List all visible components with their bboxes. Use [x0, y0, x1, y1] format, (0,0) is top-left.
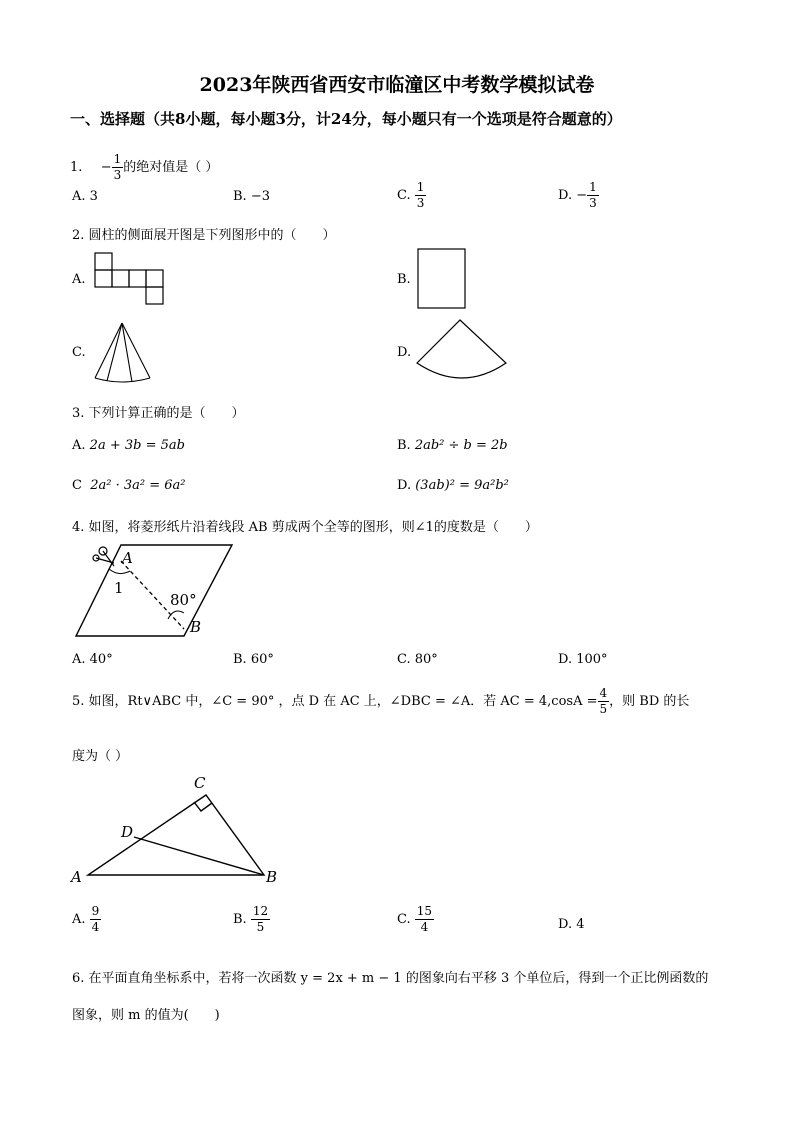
scissors-icon — [93, 547, 114, 566]
q2-figure-b-rectangle — [416, 247, 468, 311]
q4-option-c[interactable]: C. 80° — [397, 652, 438, 667]
label-c: C — [194, 774, 206, 792]
q3-option-b[interactable]: B. 2ab² ÷ b = 2b — [397, 438, 508, 453]
q2-option-d[interactable]: D. — [397, 345, 412, 360]
q1-neg-sign: − — [100, 160, 112, 175]
question-1 — [70, 152, 218, 183]
q1-option-d[interactable]: D. − $\frac{1}{3}$ — [558, 180, 597, 210]
q3-option-d[interactable]: D. (3ab)² = 9a²b² — [397, 478, 509, 493]
q4-option-a[interactable]: A. 40° — [72, 652, 113, 667]
q2-option-c[interactable]: C. — [72, 345, 86, 360]
q1-option-c[interactable]: C. $\frac{1}{3}$ — [397, 180, 425, 210]
label-80-degree: 80° — [170, 591, 197, 609]
label-angle-1: 1 — [114, 579, 124, 597]
q5-option-b[interactable]: B. $\frac{12}{5}$ — [233, 904, 269, 934]
q2-option-a[interactable]: A. — [72, 272, 86, 287]
q4-option-d[interactable]: D. 100° — [558, 652, 608, 667]
q5-option-d[interactable]: D. 4 — [558, 917, 585, 932]
label-a: A — [122, 549, 133, 567]
page-title: 2023年陕西省西安市临潼区中考数学模拟试卷 — [199, 74, 595, 96]
q3-option-a[interactable]: A. 2a + 3b = 5ab — [72, 438, 185, 453]
q2-option-b[interactable]: B. — [397, 272, 411, 287]
question-3-text: 3. 下列计算正确的是（ ） — [72, 406, 245, 421]
question-5-text-continued: 度为（ ） — [72, 749, 129, 764]
q1-fraction: $\frac{1}{3}$ — [113, 152, 122, 182]
question-5-text: 5. 如图，Rt∨ABC 中，∠C = 90° ，点 D 在 AC 上，∠DBC = ∠A．若 AC = 4,cosA = $\frac{4}{5}$ ，则 BD 的长 — [72, 686, 690, 716]
q5-option-c[interactable]: C. $\frac{15}{4}$ — [397, 904, 433, 934]
q1-option-b[interactable]: B. −3 — [233, 189, 270, 204]
q1-number: 1. — [70, 160, 83, 175]
q3-option-c[interactable]: C 2a² · 3a² = 6a² — [72, 478, 186, 493]
question-6-text: 6. 在平面直角坐标系中，若将一次函数 y = 2x + m − 1 的图象向右平移 3 个单位后，得到一个正比例函数的 — [72, 971, 709, 986]
q4-rhombus-figure — [74, 541, 264, 641]
q1-option-a[interactable]: A. 3 — [72, 189, 98, 204]
question-6-text-continued: 图象，则 m 的值为( ) — [72, 1008, 220, 1023]
q1-text: 的绝对值是（ ） — [123, 160, 219, 175]
label-a: A — [71, 868, 82, 886]
q2-figure-d-sector — [414, 318, 510, 382]
q5-triangle-figure — [68, 770, 284, 888]
q4-option-b[interactable]: B. 60° — [233, 652, 274, 667]
question-2-text: 2. 圆柱的侧面展开图是下列图形中的（ ） — [72, 228, 336, 243]
q2-figure-a-net — [94, 252, 166, 308]
section-heading: 一、选择题（共8小题，每小题3分，计24分，每小题只有一个选项是符合题意的） — [70, 110, 622, 128]
label-d: D — [121, 823, 134, 841]
label-b: B — [190, 618, 202, 636]
q2-figure-c-pyramid — [92, 320, 154, 384]
q5-option-a[interactable]: A. $\frac{9}{4}$ — [72, 904, 100, 934]
question-4-text: 4. 如图，将菱形纸片沿着线段 AB 剪成两个全等的图形，则∠1的度数是（ ） — [72, 520, 538, 535]
label-b: B — [266, 868, 278, 886]
